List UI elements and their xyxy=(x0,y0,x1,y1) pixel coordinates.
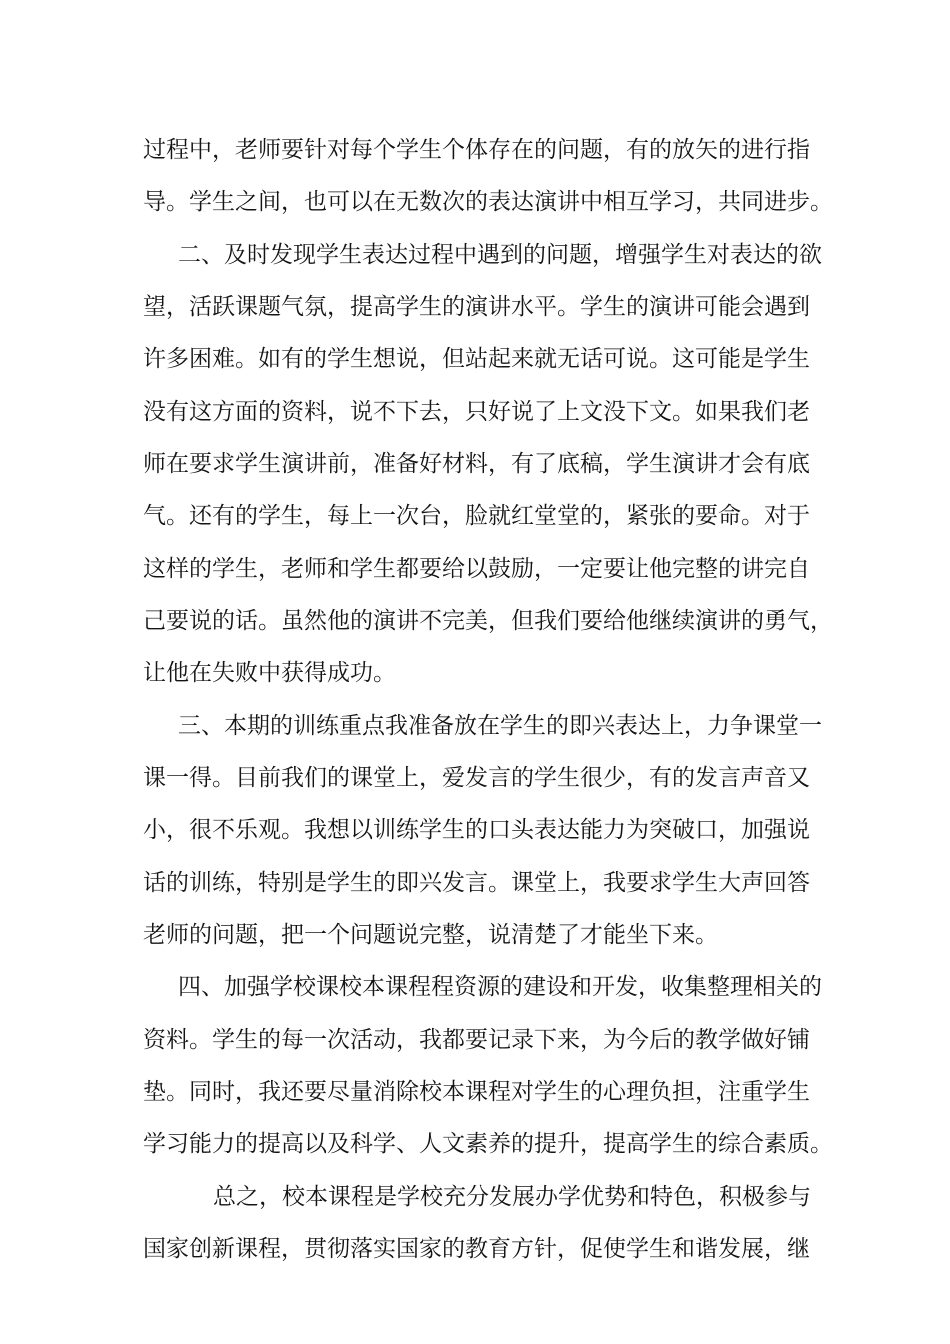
text-line: 让他在失败中获得成功。 xyxy=(143,660,396,686)
text-line: 导。学生之间，也可以在无数次的表达演讲中相互学习，共同进步。 xyxy=(143,189,833,215)
text-line: 过程中，老师要针对每个学生个体存在的问题，有的放矢的进行指 xyxy=(143,137,810,163)
text-line: 话的训练，特别是学生的即兴发言。课堂上，我要求学生大声回答 xyxy=(143,870,810,896)
text-line: 资料。学生的每一次活动，我都要记录下来，为今后的教学做好铺 xyxy=(143,1027,810,1053)
text-line: 学习能力的提高以及科学、人文素养的提升，提高学生的综合素质。 xyxy=(143,1131,833,1157)
text-line: 许多困难。如有的学生想说，但站起来就无话可说。这可能是学生 xyxy=(143,346,810,372)
paragraph-3-line: 三、本期的训练重点我准备放在学生的即兴表达上，力争课堂一 xyxy=(178,713,822,739)
conclusion-line: 总之，校本课程是学校充分发展办学优势和特色，积极参与 xyxy=(213,1184,811,1210)
text-line: 没有这方面的资料，说不下去，只好说了上文没下文。如果我们老 xyxy=(143,399,810,425)
text-line: 国家创新课程，贯彻落实国家的教育方针，促使学生和谐发展，继 xyxy=(143,1236,810,1262)
text-line: 气。还有的学生，每上一次台，脸就红堂堂的，紧张的要命。对于 xyxy=(143,503,810,529)
text-line: 课一得。目前我们的课堂上，爱发言的学生很少，有的发言声音又 xyxy=(143,765,810,791)
text-line: 这样的学生，老师和学生都要给以鼓励，一定要让他完整的讲完自 xyxy=(143,556,810,582)
text-line: 垫。同时，我还要尽量消除校本课程对学生的心理负担，注重学生 xyxy=(143,1079,810,1105)
paragraph-2-line: 二、及时发现学生表达过程中遇到的问题，增强学生对表达的欲 xyxy=(178,242,822,268)
text-line: 师在要求学生演讲前，准备好材料，有了底稿，学生演讲才会有底 xyxy=(143,451,810,477)
text-line: 望，活跃课题气氛，提高学生的演讲水平。学生的演讲可能会遇到 xyxy=(143,294,810,320)
text-line: 己要说的话。虽然他的演讲不完美，但我们要给他继续演讲的勇气， xyxy=(143,608,833,634)
text-line: 老师的问题，把一个问题说完整，说清楚了才能坐下来。 xyxy=(143,922,718,948)
text-line: 小，很不乐观。我想以训练学生的口头表达能力为突破口，加强说 xyxy=(143,817,810,843)
paragraph-4-line: 四、加强学校课校本课程程资源的建设和开发，收集整理相关的 xyxy=(178,974,822,1000)
